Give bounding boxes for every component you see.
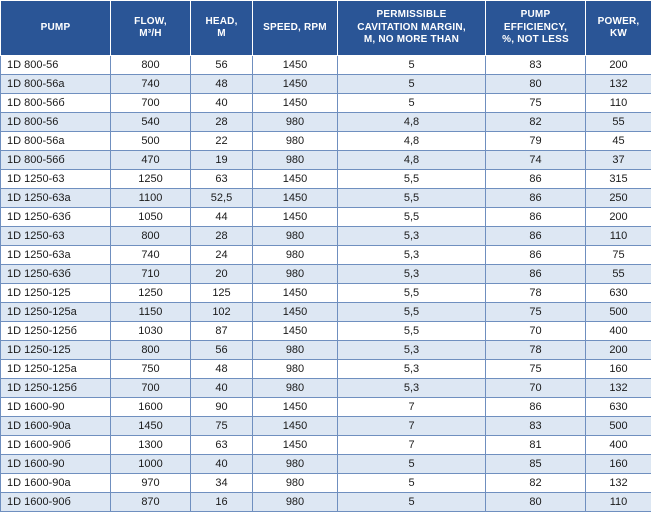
cell-value: 5,3	[338, 265, 486, 284]
cell-value: 37	[586, 151, 651, 170]
cell-value: 16	[191, 493, 253, 512]
cell-value: 7	[338, 436, 486, 455]
column-header-flow-line1: FLOW,	[113, 16, 188, 29]
cell-value: 5,3	[338, 341, 486, 360]
cell-pump-model: 1D 1250-125a	[1, 303, 111, 322]
table-row	[1, 189, 651, 208]
cell-value: 102	[191, 303, 253, 322]
column-header-efficiency-line2: EFFICIENCY,	[488, 22, 583, 35]
cell-value: 5	[338, 493, 486, 512]
cell-pump-model: 1D 1600-90a	[1, 474, 111, 493]
cell-value: 74	[486, 151, 586, 170]
column-header-head	[191, 1, 253, 56]
cell-value: 22	[191, 132, 253, 151]
cell-pump-model: 1D 1600-90	[1, 398, 111, 417]
cell-value: 980	[253, 474, 338, 493]
cell-value: 86	[486, 227, 586, 246]
table-row	[1, 379, 651, 398]
cell-value: 86	[486, 265, 586, 284]
cell-value: 710	[111, 265, 191, 284]
cell-value: 630	[586, 284, 651, 303]
cell-value: 20	[191, 265, 253, 284]
cell-value: 1450	[253, 75, 338, 94]
table-row	[1, 417, 651, 436]
cell-pump-model: 1D 1250-63	[1, 227, 111, 246]
cell-value: 1450	[253, 303, 338, 322]
cell-value: 5	[338, 56, 486, 75]
cell-value: 1030	[111, 322, 191, 341]
column-header-pump-line1: PUMP	[3, 22, 108, 35]
cell-value: 1250	[111, 170, 191, 189]
cell-value: 5	[338, 474, 486, 493]
table-row	[1, 455, 651, 474]
column-header-head-line1: HEAD,	[193, 16, 250, 29]
table-row	[1, 227, 651, 246]
cell-value: 5,5	[338, 284, 486, 303]
cell-value: 870	[111, 493, 191, 512]
table-row	[1, 75, 651, 94]
column-header-power	[586, 1, 651, 56]
cell-pump-model: 1D 1250-63	[1, 170, 111, 189]
cell-pump-model: 1D 1600-90б	[1, 436, 111, 455]
column-header-head-line2: M	[193, 28, 250, 41]
cell-value: 40	[191, 94, 253, 113]
cell-value: 70	[486, 322, 586, 341]
cell-value: 980	[253, 455, 338, 474]
cell-value: 750	[111, 360, 191, 379]
table-row	[1, 113, 651, 132]
cell-value: 85	[486, 455, 586, 474]
table-row	[1, 303, 651, 322]
cell-value: 81	[486, 436, 586, 455]
cell-pump-model: 1D 1250-63б	[1, 208, 111, 227]
cell-value: 5,3	[338, 379, 486, 398]
cell-value: 470	[111, 151, 191, 170]
table-row	[1, 132, 651, 151]
cell-value: 250	[586, 189, 651, 208]
cell-value: 5,5	[338, 208, 486, 227]
column-header-efficiency-line3: %, NOT LESS	[488, 34, 583, 47]
cell-value: 1000	[111, 455, 191, 474]
table-row	[1, 56, 651, 75]
cell-value: 40	[191, 455, 253, 474]
cell-value: 110	[586, 493, 651, 512]
cell-value: 970	[111, 474, 191, 493]
cell-value: 63	[191, 170, 253, 189]
column-header-pump	[1, 1, 111, 56]
cell-pump-model: 1D 1600-90	[1, 455, 111, 474]
column-header-power-line1: POWER,	[588, 16, 649, 29]
cell-value: 63	[191, 436, 253, 455]
column-header-efficiency	[486, 1, 586, 56]
cell-value: 110	[586, 227, 651, 246]
cell-value: 1450	[253, 322, 338, 341]
cell-pump-model: 1D 800-56б	[1, 94, 111, 113]
cell-value: 1450	[253, 208, 338, 227]
cell-value: 980	[253, 132, 338, 151]
table-body	[1, 56, 651, 512]
table-row	[1, 170, 651, 189]
table-row	[1, 208, 651, 227]
table-header-row	[1, 1, 651, 56]
cell-value: 90	[191, 398, 253, 417]
table-row	[1, 436, 651, 455]
column-header-power-line2: KW	[588, 28, 649, 41]
cell-value: 980	[253, 379, 338, 398]
cell-pump-model: 1D 800-56	[1, 56, 111, 75]
cell-value: 500	[586, 303, 651, 322]
cell-value: 86	[486, 170, 586, 189]
cell-value: 44	[191, 208, 253, 227]
cell-value: 132	[586, 474, 651, 493]
cell-value: 800	[111, 341, 191, 360]
cell-value: 86	[486, 398, 586, 417]
cell-value: 48	[191, 360, 253, 379]
cell-value: 132	[586, 379, 651, 398]
cell-pump-model: 1D 800-56a	[1, 132, 111, 151]
cell-value: 700	[111, 94, 191, 113]
cell-value: 19	[191, 151, 253, 170]
column-header-flow	[111, 1, 191, 56]
table-row	[1, 360, 651, 379]
table-row	[1, 246, 651, 265]
table-row	[1, 493, 651, 512]
cell-value: 400	[586, 436, 651, 455]
cell-pump-model: 1D 1600-90б	[1, 493, 111, 512]
cell-value: 400	[586, 322, 651, 341]
cell-value: 5	[338, 455, 486, 474]
table-row	[1, 265, 651, 284]
cell-value: 28	[191, 227, 253, 246]
cell-value: 980	[253, 246, 338, 265]
cell-pump-model: 1D 1250-125	[1, 284, 111, 303]
cell-value: 160	[586, 455, 651, 474]
cell-value: 87	[191, 322, 253, 341]
table-header	[1, 1, 651, 56]
cell-value: 86	[486, 208, 586, 227]
cell-value: 315	[586, 170, 651, 189]
cell-value: 1450	[253, 56, 338, 75]
table-row	[1, 151, 651, 170]
cell-value: 132	[586, 75, 651, 94]
cell-pump-model: 1D 1250-125	[1, 341, 111, 360]
cell-pump-model: 1D 1250-125a	[1, 360, 111, 379]
cell-pump-model: 1D 800-56б	[1, 151, 111, 170]
cell-value: 630	[586, 398, 651, 417]
cell-value: 980	[253, 360, 338, 379]
cell-value: 40	[191, 379, 253, 398]
cell-value: 5	[338, 94, 486, 113]
table-row	[1, 398, 651, 417]
cell-value: 75	[486, 94, 586, 113]
cell-value: 75	[191, 417, 253, 436]
column-header-cavitation-line2: CAVITATION MARGIN,	[340, 22, 483, 35]
cell-value: 55	[586, 265, 651, 284]
column-header-speed	[253, 1, 338, 56]
cell-value: 7	[338, 417, 486, 436]
cell-value: 1450	[253, 417, 338, 436]
cell-value: 5,5	[338, 189, 486, 208]
cell-value: 75	[486, 360, 586, 379]
cell-value: 200	[586, 208, 651, 227]
table-row	[1, 322, 651, 341]
cell-value: 1050	[111, 208, 191, 227]
table-row	[1, 474, 651, 493]
cell-value: 1450	[111, 417, 191, 436]
cell-value: 5,3	[338, 227, 486, 246]
cell-value: 1450	[253, 189, 338, 208]
cell-value: 1150	[111, 303, 191, 322]
cell-value: 86	[486, 246, 586, 265]
cell-value: 1250	[111, 284, 191, 303]
cell-value: 125	[191, 284, 253, 303]
cell-value: 5	[338, 75, 486, 94]
column-header-flow-line2: M³/H	[113, 28, 188, 41]
cell-pump-model: 1D 800-56	[1, 113, 111, 132]
table-row	[1, 284, 651, 303]
cell-value: 800	[111, 56, 191, 75]
column-header-cavitation-line1: PERMISSIBLE	[340, 9, 483, 22]
cell-value: 80	[486, 75, 586, 94]
cell-value: 980	[253, 151, 338, 170]
cell-value: 1450	[253, 436, 338, 455]
cell-value: 5,5	[338, 303, 486, 322]
table-row	[1, 341, 651, 360]
cell-value: 5,3	[338, 246, 486, 265]
cell-value: 24	[191, 246, 253, 265]
cell-value: 980	[253, 227, 338, 246]
cell-value: 160	[586, 360, 651, 379]
cell-value: 5,5	[338, 322, 486, 341]
table-row	[1, 94, 651, 113]
cell-value: 200	[586, 341, 651, 360]
cell-value: 1450	[253, 94, 338, 113]
cell-value: 52,5	[191, 189, 253, 208]
cell-value: 1300	[111, 436, 191, 455]
cell-pump-model: 1D 1600-90a	[1, 417, 111, 436]
cell-value: 1600	[111, 398, 191, 417]
cell-value: 500	[111, 132, 191, 151]
cell-value: 75	[586, 246, 651, 265]
cell-value: 5,5	[338, 170, 486, 189]
cell-value: 1450	[253, 398, 338, 417]
cell-value: 4,8	[338, 113, 486, 132]
cell-pump-model: 1D 1250-125б	[1, 379, 111, 398]
cell-value: 34	[191, 474, 253, 493]
cell-value: 4,8	[338, 132, 486, 151]
column-header-efficiency-line1: PUMP	[488, 9, 583, 22]
cell-value: 980	[253, 341, 338, 360]
cell-value: 55	[586, 113, 651, 132]
cell-value: 28	[191, 113, 253, 132]
cell-value: 75	[486, 303, 586, 322]
cell-value: 4,8	[338, 151, 486, 170]
cell-pump-model: 1D 1250-63a	[1, 246, 111, 265]
column-header-cavitation-margin	[338, 1, 486, 56]
cell-value: 48	[191, 75, 253, 94]
cell-pump-model: 1D 1250-63a	[1, 189, 111, 208]
cell-value: 200	[586, 56, 651, 75]
cell-value: 83	[486, 56, 586, 75]
cell-value: 800	[111, 227, 191, 246]
cell-value: 740	[111, 75, 191, 94]
cell-pump-model: 1D 1250-125б	[1, 322, 111, 341]
cell-value: 1100	[111, 189, 191, 208]
cell-value: 1450	[253, 284, 338, 303]
cell-value: 56	[191, 56, 253, 75]
cell-pump-model: 1D 800-56a	[1, 75, 111, 94]
column-header-speed-line1: SPEED, RPM	[255, 22, 335, 35]
cell-value: 78	[486, 284, 586, 303]
cell-value: 56	[191, 341, 253, 360]
cell-value: 7	[338, 398, 486, 417]
cell-pump-model: 1D 1250-63б	[1, 265, 111, 284]
cell-value: 80	[486, 493, 586, 512]
cell-value: 82	[486, 113, 586, 132]
column-header-cavitation-line3: M, NO MORE THAN	[340, 34, 483, 47]
cell-value: 980	[253, 493, 338, 512]
cell-value: 540	[111, 113, 191, 132]
cell-value: 500	[586, 417, 651, 436]
cell-value: 980	[253, 265, 338, 284]
cell-value: 83	[486, 417, 586, 436]
cell-value: 82	[486, 474, 586, 493]
cell-value: 980	[253, 113, 338, 132]
cell-value: 78	[486, 341, 586, 360]
cell-value: 79	[486, 132, 586, 151]
cell-value: 86	[486, 189, 586, 208]
cell-value: 5,3	[338, 360, 486, 379]
cell-value: 1450	[253, 170, 338, 189]
cell-value: 700	[111, 379, 191, 398]
cell-value: 110	[586, 94, 651, 113]
cell-value: 740	[111, 246, 191, 265]
cell-value: 70	[486, 379, 586, 398]
cell-value: 45	[586, 132, 651, 151]
